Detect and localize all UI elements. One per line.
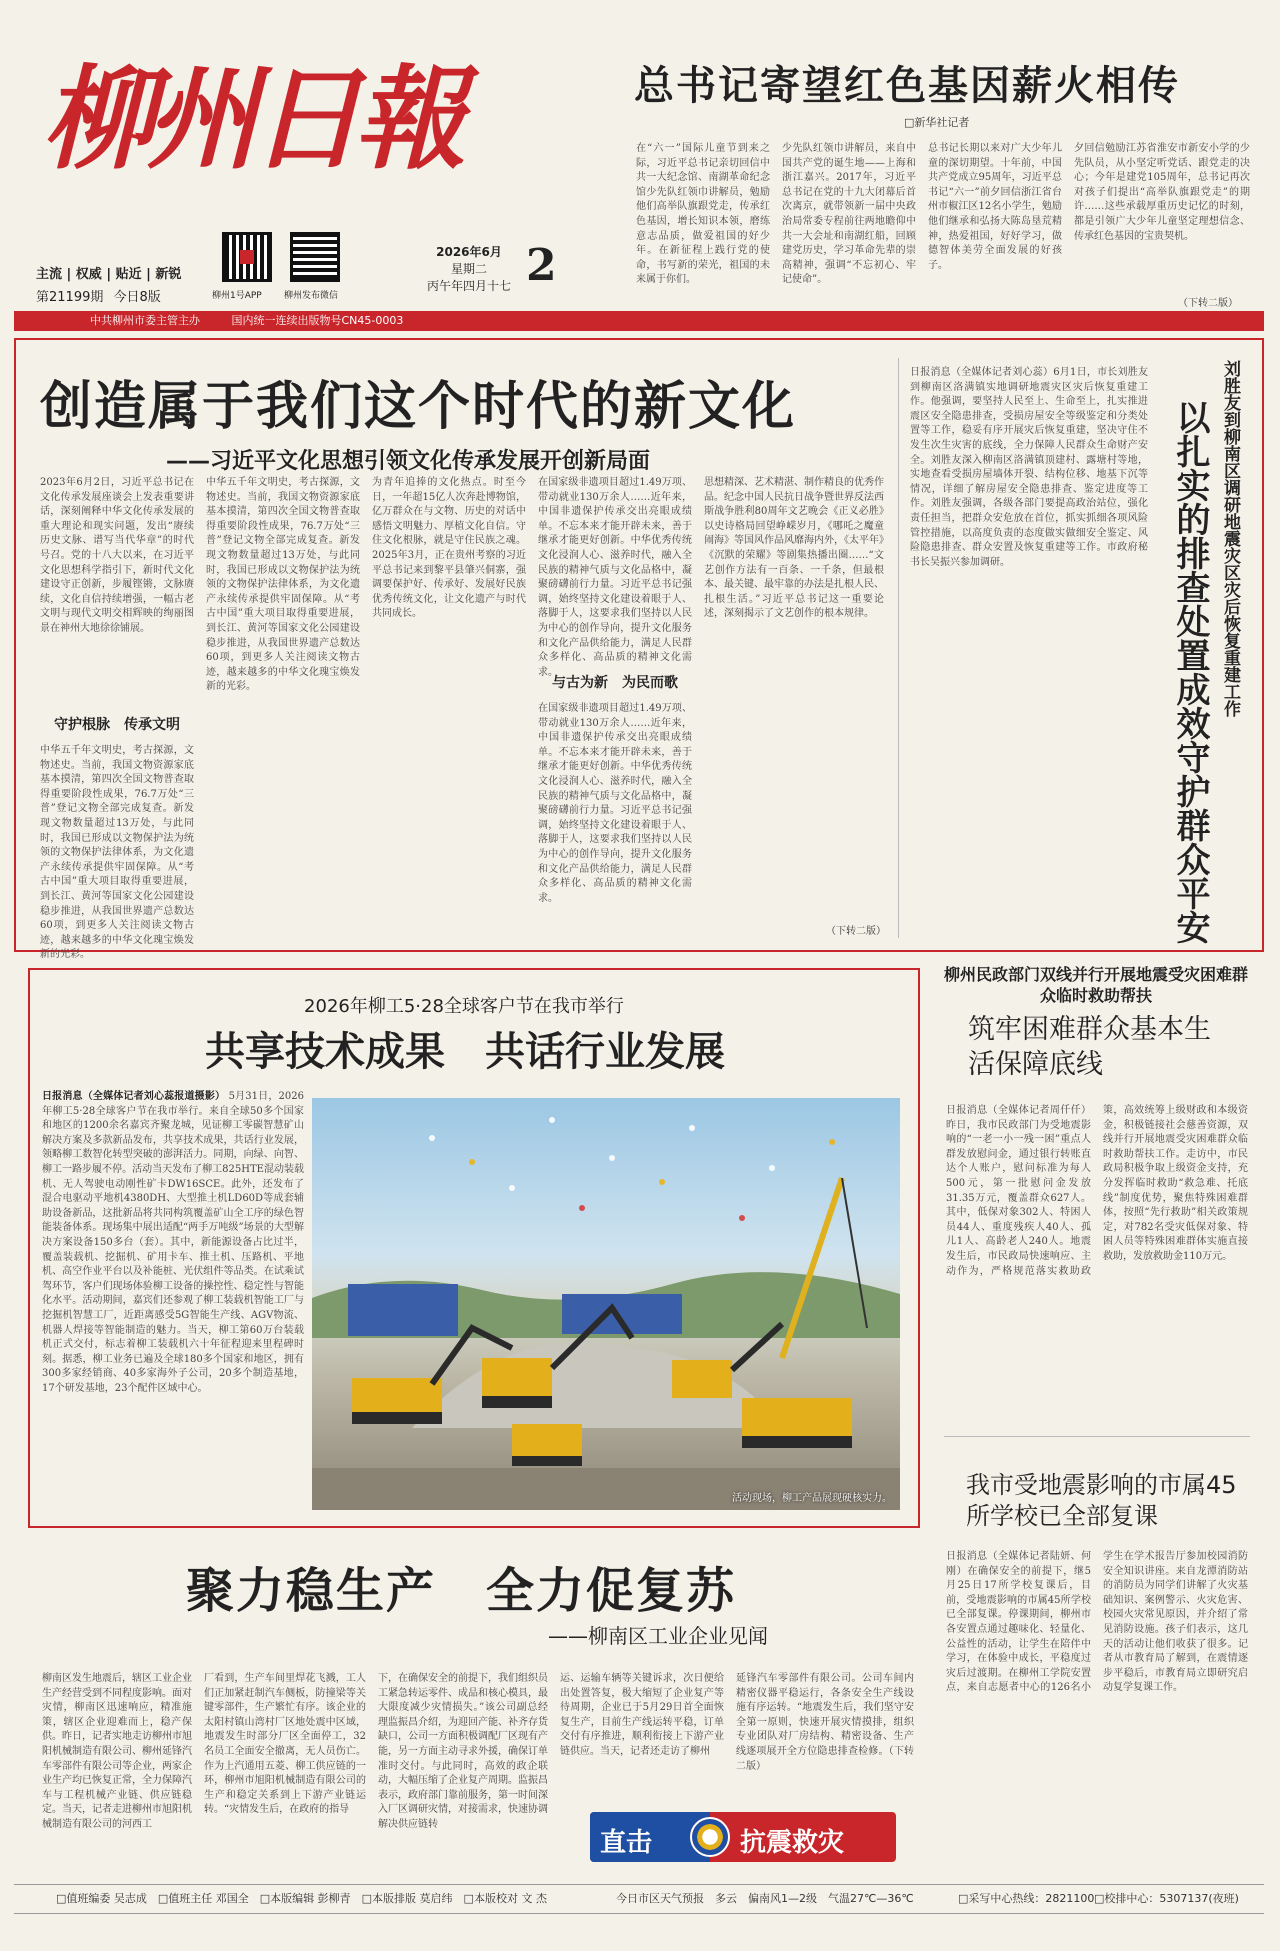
- right-mid-kicker: 柳州民政部门双线并行开展地震受灾困难群众临时救助帮扶: [944, 965, 1249, 1005]
- lead-continued[interactable]: （下转二版）: [826, 926, 886, 937]
- sponsor-bar: [14, 311, 1264, 331]
- top-story-col-3: 总书记长期以来对广大少年儿童的深切期望。十年前，中国共产党成立95周年，习近平总书记“六一”前夕回信浙江省台州市椒江区12名小学生，勉励他们继承和弘扬大陈岛垦荒精神，热爱祖国，好好学习，做德智体美劳全面发展的好孩子。: [928, 143, 1062, 271]
- earthquake-relief-badge[interactable]: [590, 1812, 896, 1862]
- badge-right-text: 抗震救灾: [740, 1828, 845, 1858]
- qr-code-wechat[interactable]: [290, 232, 340, 282]
- lead-col-4-text-b: 在国家级非遗项目超过1.49万项、带动就业130万余人……近年来，中国非遗保护传承交出亮眼成绩单。不忘本来才能开辟未来，善于继承才能更好创新。中华优秀传统文化浸润人心、滋养时代，融入全民族的精神气质与文化品格中，凝聚磅礴前行力量。习近平总书记强调，始终坚持文化建设着眼于人、落脚于人，这要求我们坚持以人民为中心的创作导向，提升文化服务和文化产品供给能力，满足人民群众多样化、高品质的精神文化需求。: [538, 703, 692, 904]
- sponsor-text: 中共柳州市委主管主办: [90, 314, 200, 327]
- lead-col-1: [40, 476, 194, 961]
- photo-caption: 活动现场，柳工产品展现硬核实力。: [732, 1493, 892, 1504]
- cn-number: 国内统一连续出版物号CN45-0003: [231, 314, 404, 327]
- footer-weather: 今日市区天气预报 多云 偏南风1—2级 气温27℃—36℃: [616, 1892, 914, 1905]
- issue-number: 第21199期: [36, 290, 104, 305]
- bottom-col-4: 运、运输车辆等关键诉求，次日便给出处置答复，极大缩短了企业复产等待周期，企业已于5月29日首全面恢复生产，目前生产线运转平稳，订单交付有序推进，顺利衔接上下游产业链供应。当天，记者还走访了柳州: [560, 1673, 724, 1757]
- bottom-col-5: 延锋汽车零部件有限公司。公司车间内精密仪器平稳运行，各条安全生产线设施有序运转。“地震发生后，我们坚守安全第一原则，快速开展灾情摸排，组织专业团队对厂房结构、精密设备、生产线逐项展开全方位隐患排查检修。（下转二版）: [736, 1673, 914, 1772]
- feature-text: [42, 1090, 304, 1516]
- newspaper-logo: [42, 40, 458, 185]
- date-lunar: 丙午年四月十七: [426, 279, 511, 293]
- lead-col-4-text: 在国家级非遗项目超过1.49万项、带动就业130万余人……近年来，中国非遗保护传承交出亮眼成绩单。不忘本来才能开辟未来，善于继承才能更好创新。中华优秀传统文化浸润人心、滋养时代，融入全民族的精神气质与文化品格中，凝聚磅礴前行力量。习近平总书记强调，始终坚持文化建设着眼于人、落脚于人，这要求我们坚持以人民为中心的创作导向，提升文化服务和文化产品供给能力，满足人民群众多样化、高品质的精神文化需求。: [538, 477, 692, 678]
- top-story-col-2: 少先队红领巾讲解员，来自中国共产党的诞生地——上海和浙江嘉兴。2017年，习近平总书记在党的十九大闭幕后首次离京，就带领新一届中央政治局常委专程前往两地瞻仰中共一大会址和南湖红船，回顾建党历史，学习革命先辈的崇高精神，强调“不忘初心、牢记使命”。: [782, 143, 916, 286]
- feature-kicker: 2026年柳工5·28全球客户节在我市举行: [304, 996, 624, 1017]
- right-mid-text: 日报消息（全媒体记者周仟仟）昨日，我市民政部门为受地震影响的“一老一小一残一困”重点人群发放慰问金，通过银行转账直达个人账户，慰问标准为每人500元，第一批慰问金发放31.35万元，覆盖群众627人。其中，低保对象302人、特困人员44人、重度残疾人40人、孤儿1人、高龄老人240人。地震发生后，市民政局快速响应、主动作为，严格规范落实救助政策，高效统筹上级财政和本级资金，积极链接社会慈善资源，双线并行开展地震受灾困难群众临时救助帮扶工作。走访中，市民政局积极争取上级资金支持，充分发挥临时救助“救急难、托底线”制度优势，聚焦特殊困难群体，按照“先行救助”相关政策规定，对782名受灾低保对象、特困人员等特殊困难群体实施直接救助，发放救助金110万元。: [946, 1105, 1248, 1277]
- top-story-headline[interactable]: 总书记寄望红色基因薪火相传: [634, 63, 1180, 109]
- bottom-col-2: 厂看到，生产车间里焊花飞溅，工人们正加紧赶制汽车侧板，防撞梁等关键零部件，生产繁忙有序。该企业的太阳村镇山湾村厂区地处震中区域，地震发生时部分厂区全面停工，32名员工全面安全撤离，无人员伤亡。作为上汽通用五菱、柳工供应链的一环，柳州市旭阳机械制造有限公司的生产和稳定关系到上下游产业链运转。“灾情发生后，在政府的指导: [204, 1673, 366, 1816]
- qr-label-app: 柳州1号APP: [212, 291, 262, 301]
- top-story-continued[interactable]: （下转二版）: [1178, 298, 1238, 309]
- feature-body: 5月31日，2026年柳工5·28全球客户节在我市举行。来自全球50多个国家和地区的1200余名嘉宾齐聚龙城，见证柳工零碳智慧矿山解决方案及多款新品发布，共享技术成果，共话行业发展，领略柳工数智化转型突破的澎湃活力。同期，向绿、向智、柳工一路步履不停。活动当天发布了柳工825HTE混动装载机、无人驾驶电动刚性矿卡DW16SCE。此外，还发布了混合电驱动平地机4380DH、大型推土机LD60D等成套辅助设备新品，这批新品将共同构筑覆盖矿山全工序的绿色智能装备体系。现场集中展出适配“两手万吨级”场景的大型解决方案设备150多台（套）。其中，新能源设备占比过半，覆盖装载机、挖掘机、矿用卡车、推土机、压路机、平地机、高空作业平台以及补能桩、光伏组件等品类。在试乘试驾环节，客户们现场体验柳工设备的操控性、稳定性与智能化水平。活动期间，嘉宾们还参观了柳工装载机智能工厂与挖掘机智慧工厂，近距离感受5G智能生产线、AGV物流、机器人焊接等智能制造的魅力。当天，柳工第60万台装载机正式交付，标志着柳工装载机六十年征程迎来里程碑时刻。据悉，柳工业务已遍及全球180多个国家和地区，拥有300多家经销商、40多家海外子公司，20多个制造基地，17个研发基地，23个配件区域中心。: [42, 1091, 304, 1394]
- qr-code-app[interactable]: [222, 232, 272, 282]
- right-mid-divider: [944, 1436, 1250, 1437]
- lead-divider: [898, 358, 899, 938]
- date-year-month: 2026年6月: [436, 245, 502, 259]
- feature-headline[interactable]: 共享技术成果 共话行业发展: [205, 1029, 725, 1075]
- page-count: 今日8版: [113, 290, 161, 305]
- footer-contact-2: □校排中心：5307137(夜班): [1094, 1892, 1239, 1905]
- lead-col-3: 为青年追捧的文化热点。时至今日，一年超15亿人次奔赴博物馆，亿万群众在与文物、历史的对话中感悟文明魅力、厚植文化自信。守住文化根脉，就是守住民族之魂。2025年3月，正在贵州考察的习近平总书记来到黎平县肇兴侗寨，强调要保护好、传承好、发展好民族优秀传统文化，让文化遗产与时代共同成长。: [372, 477, 526, 620]
- bottom-subheadline: ——柳南区工业企业见闻: [548, 1624, 768, 1648]
- top-story-col-1: 在“六一”国际儿童节到来之际，习近平总书记亲切回信中共一大纪念馆、南湖革命纪念馆少先队红领巾讲解员，勉励他们高举队旗跟党走，传承红色基因，增长知识本领，磨练意志品质，做爱祖国的好少年。在新征程上践行党的使命，书写新的荣光，祖国的未来属于你们。: [636, 143, 770, 286]
- issue-info: [36, 286, 161, 305]
- lead-col-1-text: 2023年6月2日，习近平总书记在文化传承发展座谈会上发表重要讲话，深刻阐释中华文化传承发展的重大理论和现实问题，发出“赓续历史文脉、谱写当代华章”的时代号召。党的十八大以来，在习近平文化思想科学指引下，新时代文化建设守正创新，步履铿锵，文脉赓续，文化自信持续增强，一幅古老文明与现代文明交相辉映的绚丽图景在神州大地徐徐铺展。: [40, 477, 194, 634]
- bottom-headline[interactable]: 聚力稳生产 全力促复苏: [186, 1563, 737, 1619]
- date-day-number: 2: [526, 240, 557, 291]
- bottom-col-3: 下，在确保安全的前提下，我们组织员工紧急转运零件、成品和核心模具，最大限度减少灾情损失。”该公司副总经理监振昌介绍，为迎回产能、补齐存货缺口，公司一方面积极调配厂区现有产能，另一方面主动寻求外援，确保订单准时交付。与此同时，高效的政企联动，大幅压缩了企业复产周期。监振昌表示，政府部门靠前服务，第一时间深入厂区调研灾情，对接需求，快速协调解决供应链转: [378, 1673, 548, 1830]
- lead-subheadline: ——习近平文化思想引领文化传承发展开创新局面: [166, 449, 651, 474]
- right-low-headline[interactable]: 我市受地震影响的市属45所学校已全部复课: [966, 1471, 1237, 1530]
- badge-left-text: 直击: [600, 1828, 653, 1858]
- right-low-text: 日报消息（全媒体记者陆妍、何刚）在确保安全的前提下，继5月25日17所学校复课后，目前，受地震影响的市属45所学校已全部复课。停课期间，柳州市各安置点通过趣味化、轻量化、公益性的活动，让学生在陪伴中学习，在体验中成长，平稳度过灾后过渡期。在柳州工学院安置点，来自志愿者中心的126名小学生在学术报告厅参加校园消防安全知识讲座。来自龙潭消防站的消防员为同学们讲解了火灾基础知识、案例警示、火灾危害、校园火灾常见原因，并介绍了常见消防设施。孩子们表示，这几天的活动让他们收获了很多。记者从市教育局了解到，在震情逐步平稳后，市教育局立即研究启动复学复课工作。: [946, 1551, 1248, 1694]
- badge-emblem-icon: [690, 1817, 730, 1857]
- svg-text:柳州日報: 柳州日報: [42, 54, 458, 185]
- lead-headline[interactable]: 创造属于我们这个时代的新文化: [40, 377, 797, 437]
- footer: [14, 1884, 1264, 1914]
- right-mid-headline[interactable]: 筑牢困难群众基本生活保障底线: [968, 1014, 1211, 1080]
- lead-col-4: [538, 476, 692, 940]
- qr-label-wechat: 柳州发布微信: [284, 291, 339, 301]
- construction-scene-graphic: [312, 1098, 900, 1510]
- top-story-col-4: 夕回信勉励江苏省淮安市新安小学的少先队员，从小坚定听党话、跟党走的决心；今年是建党105周年，总书记再次对孩子们提出“高举队旗跟党走”的期许……这些承载厚重历史记忆的时刻，都是引领广大少年儿童坚定理想信念、传承红色基因的宝贵契机。: [1074, 143, 1250, 242]
- right-story-kicker: 刘胜友到柳南区调研地震灾区灾后恢复重建工作: [1220, 360, 1240, 717]
- footer-contact-1: □采写中心热线：2821100: [958, 1892, 1095, 1905]
- feature-byline: 日报消息（全媒体记者刘心蕊报道摄影）: [42, 1091, 226, 1102]
- lead-subhead-1: 守护根脉 传承文明: [54, 717, 180, 733]
- bottom-col-1: 柳南区发生地震后，辖区工业企业生产经营受到不同程度影响。面对灾情，柳南区迅速响应，精准施策，辖区企业迎难而上，稳产保供。昨日，记者实地走访柳州市旭阳机械制造有限公司、柳州延锋汽车零部件有限公司等企业，两家企业生产均已恢复正常，全力保障汽车与工程机械产业链、供应链稳定。当天，记者走进柳州市旭阳机械制造有限公司的河西工: [42, 1673, 192, 1830]
- lead-subhead-2: 与古为新 为民而歌: [552, 675, 678, 691]
- footer-editors: □值班编委 吴志成 □值班主任 邓国全 □本版编辑 彭柳青 □本版排版 莫启纬 □本版校对 文 杰: [56, 1892, 547, 1905]
- right-story-text: 日报消息（全媒体记者刘心蕊）6月1日，市长刘胜友到柳南区洛满镇实地调研地震灾区灾后恢复重建工作。他强调，要坚持人民至上、生命至上，扎实推进震区安全隐患排查，受损房屋安全等级鉴定和分类处置等工作，稳妥有序开展灾后恢复重建，坚决守住不发生次生灾害的底线，全力保障人民群众生命财产安全。刘胜友深入柳南区洛满镇顶建村、露塘村等地，实地查看受损房屋墙体开裂、结构位移、地基下沉等情况，详细了解房屋安全隐患排查、鉴定进度等工作。刘胜友强调，各级各部门要提高政治站位，强化责任担当，把群众安危放在首位，抓实抓细各项风险管控措施，以高度负责的态度做实做细安全鉴定、风险隐患排查、群众安置及恢复重建等工作。市政府秘书长吴振兴参加调研。: [910, 367, 1148, 568]
- top-story-source: □新华社记者: [904, 116, 970, 129]
- lead-col-2: 中华五千年文明史，考古探源，文物述史。当前，我国文物资源家底基本摸清，第四次全国文物普查取得重要阶段性成果，76.7万处“三普”登记文物全部完成复查。新发现文物数量超过13万处，与此同时，我国已形成以文物保护法为统领的文物保护法律体系，为文化遗产永续传承提供牢固保障。从“考古中国”重大项目取得重要进展，到长江、黄河等国家文化公园建设稳步推进，从我国世界遗产总数达60项，到更多人关注阅读文物古迹，越来越多的中华文化瑰宝焕发新的光彩。: [206, 477, 360, 693]
- slogan: 主流 | 权威 | 贴近 | 新锐: [36, 267, 182, 282]
- lead-col-5: 思想精深、艺术精湛、制作精良的优秀作品。纪念中国人民抗日战争暨世界反法西斯战争胜利80周年文艺晚会《正义必胜》以史诗格局回望峥嵘岁月，《哪吒之魔童闹海》等国风作品风靡海内外，《太平年》《沉默的荣耀》等剧集热播出圈……“文艺创作方法有一百条、一千条，但最根本、最关键、最牢靠的办法是扎根人民、扎根生活。”习近平总书记这一重要论述，深刻揭示了文艺创作的根本规律。: [704, 477, 884, 620]
- date-weekday: 星期二: [450, 262, 487, 276]
- feature-photo[interactable]: [312, 1098, 900, 1510]
- lead-col-1-text-b: 中华五千年文明史，考古探源，文物述史。当前，我国文物资源家底基本摸清，第四次全国文物普查取得重要阶段性成果，76.7万处“三普”登记文物全部完成复查。新发现文物数量超过13万处，与此同时，我国已形成以文物保护法为统领的文物保护法律体系，为文化遗产永续传承提供牢固保障。从“考古中国”重大项目取得重要进展，到长江、黄河等国家文化公园建设稳步推进，从我国世界遗产总数达60项，到更多人关注阅读文物古迹，越来越多的中华文化瑰宝焕发新的光彩。: [40, 745, 194, 961]
- right-story-headline[interactable]: 以扎实的排查处置成效守护群众平安: [1170, 400, 1210, 944]
- date-block: [414, 244, 524, 295]
